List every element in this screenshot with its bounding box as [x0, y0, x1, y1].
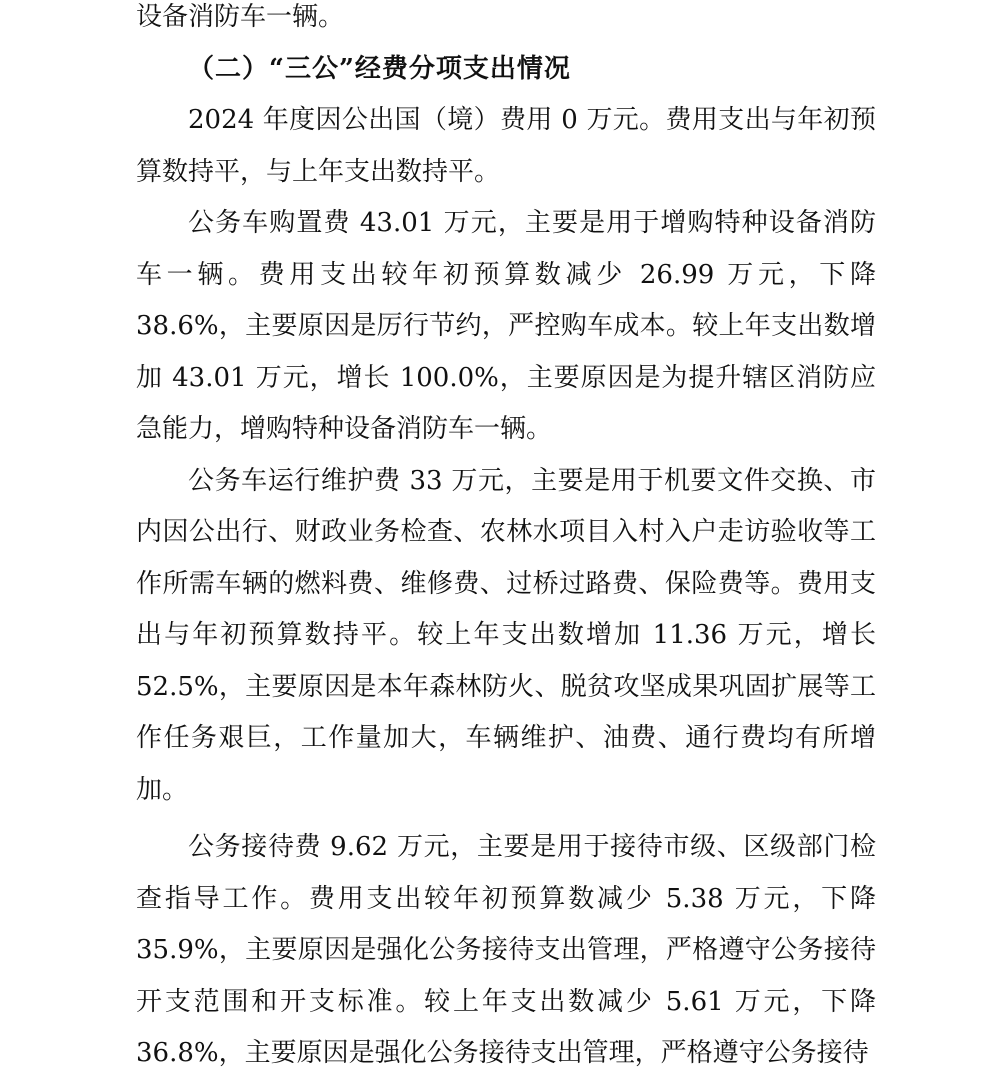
document-body [136, 0, 876, 1080]
section-heading: （二）“三公”经费分项支出情况 [188, 53, 571, 84]
paragraph-continuation: 设备消防车一辆。 [136, 2, 345, 32]
paragraph-vehicle-operation: 公务车运行维护费 33 万元，主要是用于机要文件交换、市内因公出行、财政业务检查、农林水项目入村入户走访验收等工作所需车辆的燃料费、维修费、过桥过路费、保险费等。费用支出与年初预算数持平。较上年支出数增加 11.36 万元，增长 52.5%，主要原因是本年森林防火、脱贫攻坚成果巩固扩展等工作任务艰巨，工作量加大，车辆维护、油费、通行费均有所增加。 [136, 465, 876, 805]
paragraph-reception: 公务接待费 9.62 万元，主要是用于接待市级、区级部门检查指导工作。费用支出较年初预算数减少 5.38 万元，下降 35.9%，主要原因是强化公务接待支出管理，严格遵守公务接待开支范围和开支标准。较上年支出数减少 5.61 万元，下降 36.8%，主要原因是强化公务接待支出管理，严格遵守公务接待 [136, 832, 876, 1068]
paragraph-overseas-travel: 2024 年度因公出国（境）费用 0 万元。费用支出与年初预算数持平，与上年支出数持平。 [136, 105, 876, 187]
paragraph-vehicle-purchase: 公务车购置费 43.01 万元，主要是用于增购特种设备消防车一辆。费用支出较年初预算数减少 26.99 万元，下降 38.6%，主要原因是厉行节约，严控购车成本。较上年支出数增加 43.01 万元，增长 100.0%，主要原因是为提升辖区消防应急能力，增购特种设备消防车一辆。 [136, 208, 876, 444]
